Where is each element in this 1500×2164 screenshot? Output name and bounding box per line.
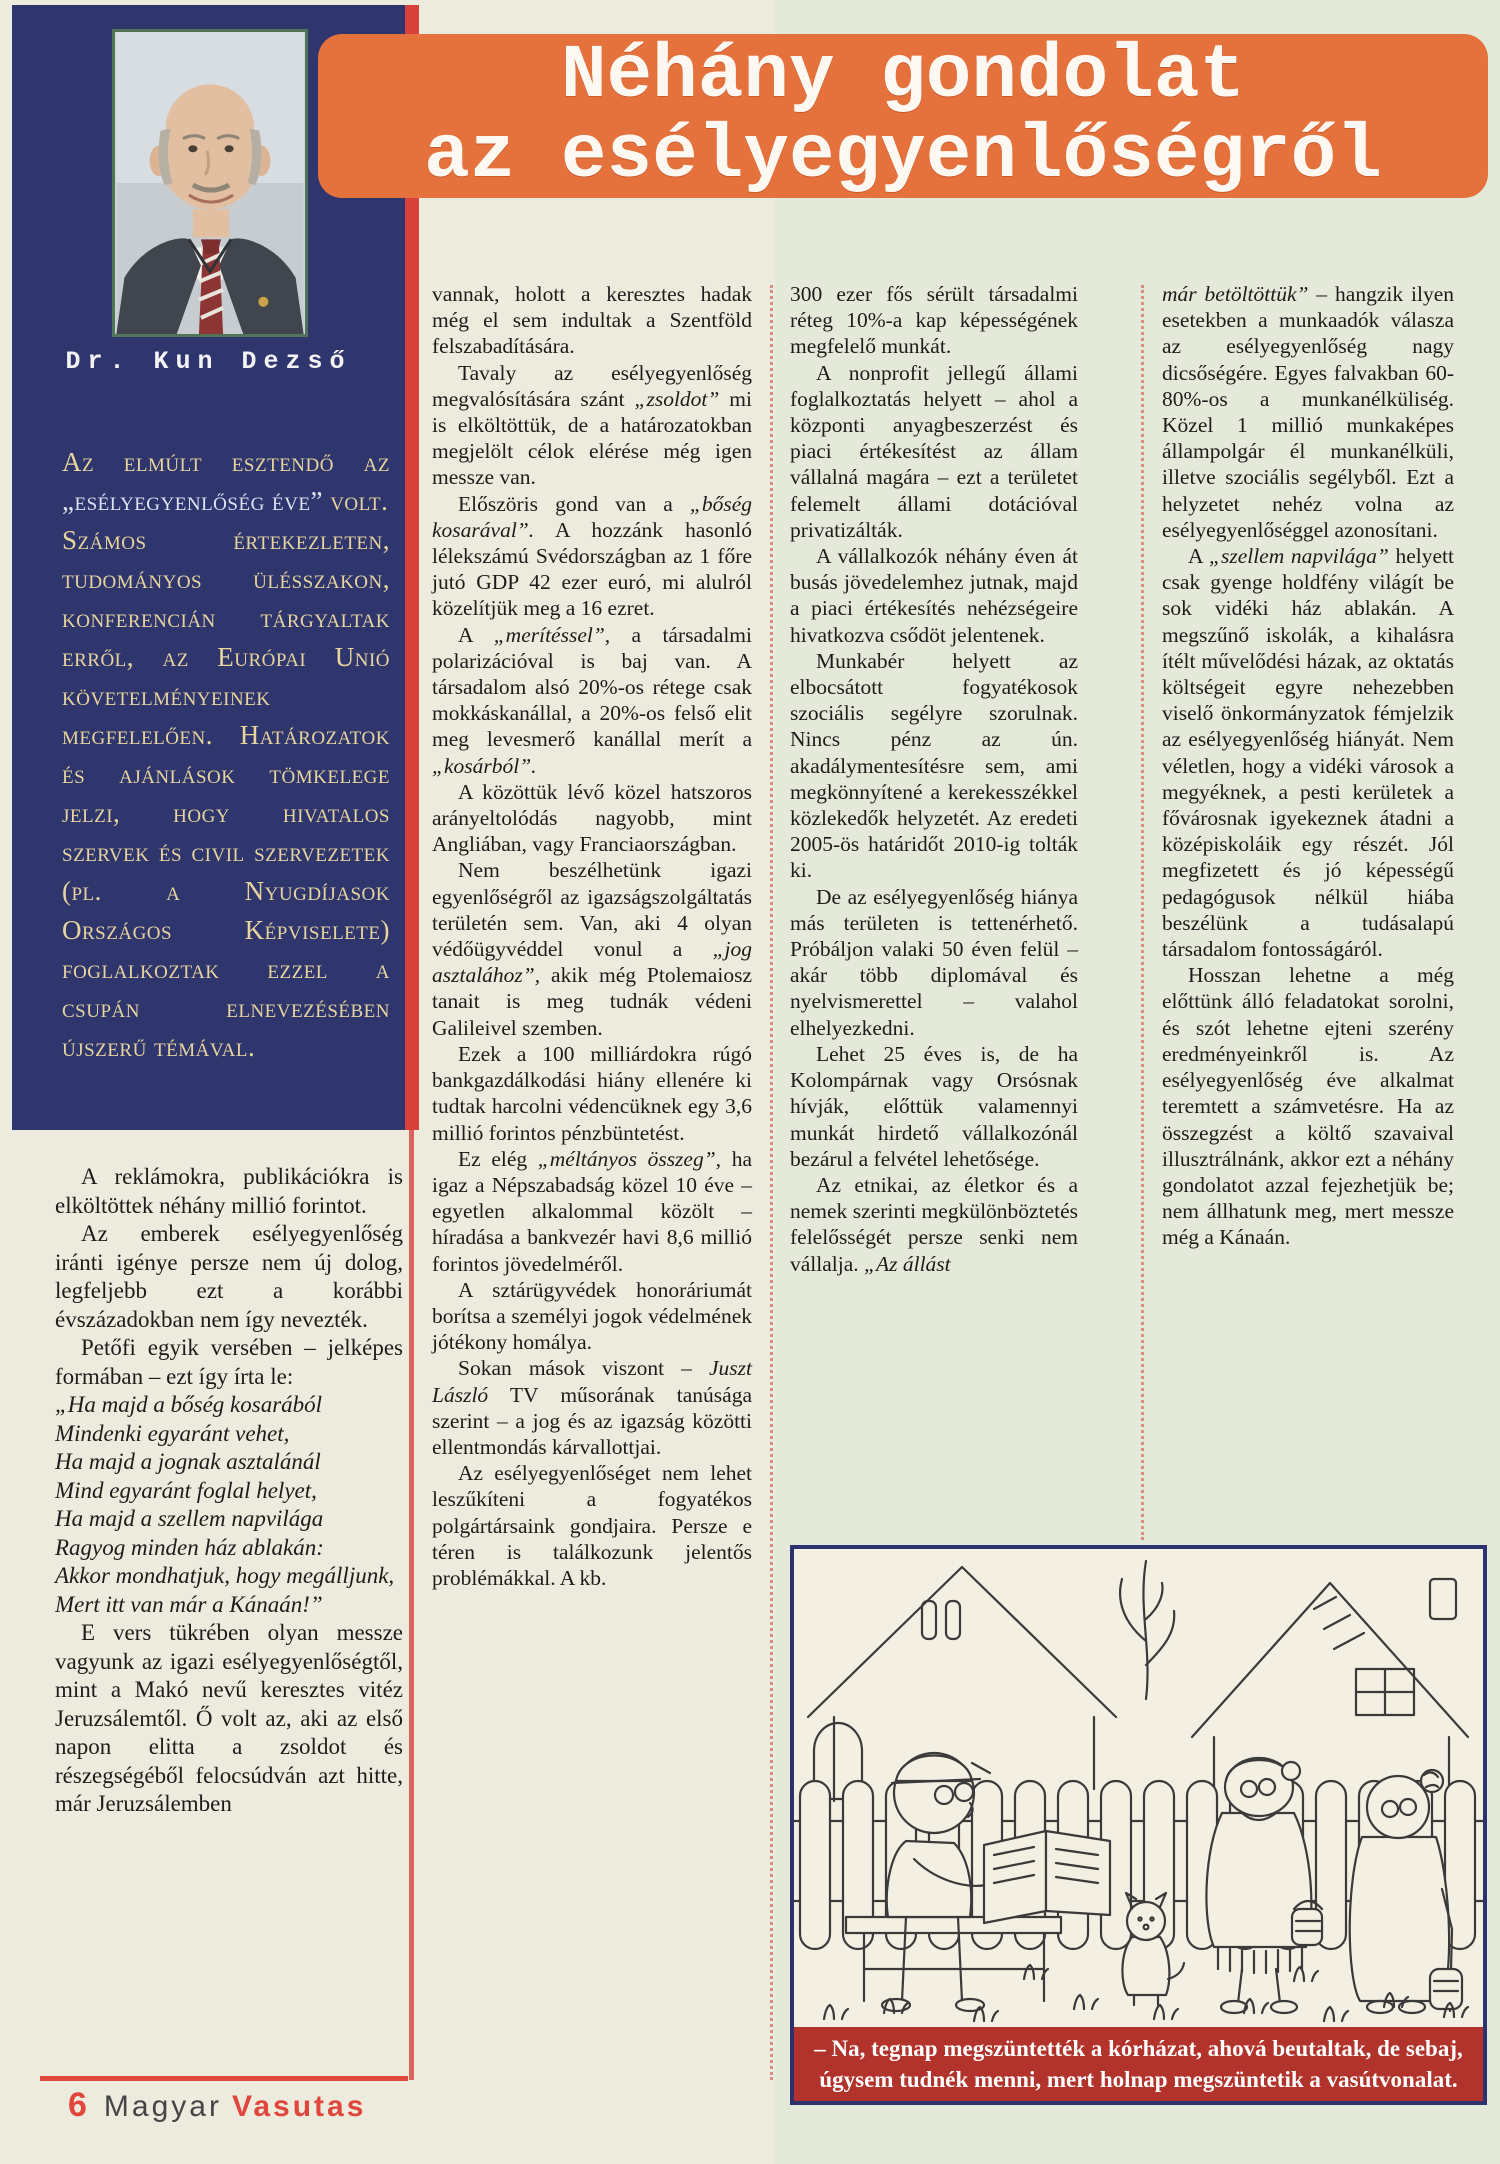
cartoon-caption-line2: úgysem tudnék menni, mert holnap megszüntetik a vasútvonalat. [819, 2067, 1458, 2092]
article-title-line2: az esélyegyenlőségről [424, 113, 1382, 199]
cartoon-figure [790, 1545, 1487, 2105]
cartoon-caption-line1: – Na, tegnap megszüntették a kórházat, ahová beutaltak, de sebaj, [814, 2036, 1463, 2061]
cartoon-woman-center [1206, 1758, 1322, 2013]
magazine-name-word1: Magyar [103, 2090, 222, 2123]
column-separator-2 [1141, 285, 1144, 1540]
cartoon-caption [794, 2027, 1483, 2101]
article-column-4: már betöltöttük” – hangzik ilyen esetekben a munkaadók válasza az esélyegyenlőség nagy dicsőségére. Egyes falvakban 60-80%-os a munkanélküliség. Közel 1 millió munkaképes állampolgár él munkanélküli, illetve szociális segélyből. Ezt a helyzetet nehéz volna az esélyegyenlőséggel azonosítani. A „szellem napvilága” helyett csak gyenge holdfény világít be sok vidéki ház ablakán. A megszűnő iskolák, a kihalásra ítélt művelődési házak, az oktatás költségeit egyre nehezebben viselő önkormányzatok fémjelzik az esélyegyenlőség hiányát. Nem véletlen, hogy a vidéki városok a megyéknek, a pesti kerületek a fővárosnak igyekeznek átadni a középiskoláik egy részét. Jól megfizetett és jó képességű pedagógusok nélkül hiába beszélünk a tudásalapú társadalom fontosságáról. Hosszan lehetne a még előttünk álló feladatokat sorolni, és szót lehetne ejteni szerény eredményeinkről is. Az esélyegyenlőség éve alkalmat teremtett a számvetésre. Ha az összegzést a költő szavaival illusztrálnánk, akkor ezt a néhány gondolatot azzal fejezhetjük be; nem állhatunk meg, mert messze még a Kánaán. [1162, 282, 1454, 1250]
article-column-2: vannak, holott a keresztes hadak még el sem indultak a Szentföld felszabadítására. Tavaly az esélyegyenlőség megvalósítására szánt „zsoldot” mi is elköltöttük, de a határozatokban megjelölt célok elérése még igen messze van. Előszöris gond van a „bőség kosarával”. A hozzánk hasonló lélekszámú Svédországban az 1 főre jutó GDP 42 ezer euró, mi alulról közelítjük meg a 16 ezret. A „merítéssel”, a társadalmi polarizációval is baj van. A társadalom alsó 20%-os rétege csak mokkáskanállal, a 20%-os felső elit meg levesmerő kanállal merít a „kosárból”. A közöttük lévő közel hatszoros arányeltolódás nagyobb, mint Angliában, vagy Franciaországban. Nem beszélhetünk igazi egyenlőségről az igazságszolgáltatás területén sem. Van, aki 4 olyan védőügyvéddel vonul a „jog asztalához”, akik még Ptolemaiosz tanait is meg tudnák védeni Galileivel szemben. Ezek a 100 milliárdokra rúgó bankgazdálkodási hiány ellenére ki tudtak harcolni védencüknek egy 3,6 millió forintos pénzbüntetést. Ez elég „méltányos összeg”, ha igaz a Népszabadság közel 10 éve – egyetlen alkalommal közölt – híradása a bankvezér havi 8,6 millió forintos jövedelméről. A sztárügyvédek honoráriumát borítsa a személyi jogok védelmének jótékony homálya. Sokan mások viszont – Juszt László TV műsorának tanúsága szerint – a jog és az igazság közötti ellentmondás kárvallottjai. Az esélyegyenlőséget nem lehet leszűkíteni a fogyatékos polgártársaink gondjaira. Persze e téren is találkozunk jelentős problémákkal. A kb. [432, 282, 753, 1590]
divider-stripe-thin [409, 1130, 414, 2080]
page-footer [68, 2086, 366, 2125]
article-title-banner [318, 34, 1488, 198]
author-photo [112, 29, 308, 337]
author-portrait-graphic [115, 32, 305, 334]
article-column-3: 300 ezer fős sérült társadalmi réteg 10%-a kap képességének megfelelő munkát. A nonprofit jellegű állami foglalkoztatás helyett – ahol a központi anyagbeszerzést és piaci értékesítést az állam vállalná magára – ezt a területet felemelt állami dotációval privatizálták. A vállalkozók néhány éven át busás jövedelemhez jutnak, majd a piaci értékesítés nehézségeire hivatkozva csődöt jelentenek. Munkabér helyett az elbocsátott fogyatékosok szociális segélyre szorulnak. Nincs pénz az ún. akadálymentesítésre sem, ami megkönnyítené a kerekesszékkel közlekedők helyzetét. Az eredeti 2005-ös határidőt 2010-ig tolták ki. De az esélyegyenlőség hiánya más területen is tettenérhető. Próbáljon valaki 50 éven felül – akár több diplomával és nyelvismerettel – valahol elhelyezkedni. Lehet 25 éves is, de ha Kolompárnak vagy Orsósnak hívják, előttük valamennyi munkát hirdető vállalkozónál bezárul a felvétel lehetősége. Az etnikai, az életkor és a nemek szerinti megkülönböztetés felelősségét persze senki nem vállalja. „Az állást [790, 282, 1078, 1276]
article-title-line1: Néhány gondolat [560, 33, 1246, 119]
footer-rule [40, 2076, 408, 2081]
page-number: 6 [68, 2086, 90, 2124]
cartoon-illustration [794, 1549, 1483, 2027]
magazine-name-word2: Vasutas [231, 2090, 367, 2123]
article-lead: Az elmúlt esztendő az „esélyegyenlőség éve” volt. Számos értekezleten, tudományos ülésszakon, konferencián tárgyaltak erről, az Európai Unió követelményeinek megfelelően. Határozatok és ajánlások tömkelege jelzi, hogy hivatalos szervek és civil szervezetek (pl. a Nyugdíjasok Országos Képviselete) foglalkoztak ezzel a csupán elnevezésében újszerű témával. [62, 447, 390, 1062]
author-name: Dr. Kun Dezső [65, 347, 352, 376]
article-column-1: A reklámokra, publikációkra is elköltöttek néhány millió forintot. Az emberek esélyegyenlőség iránti igénye persze nem új dolog, legfeljebb ezt a korábbi évszázadokban nem így nevezték. Petőfi egyik versében – jelképes formában – ezt így írta le: „Ha majd a bőség kosarából Mindenki egyaránt vehet, Ha majd a jognak asztalánál Mind egyaránt foglal helyet, Ha majd a szellem napvilága Ragyog minden ház ablakán: Akkor mondhatjuk, hogy megálljunk, Mert itt van már a Kánaán!” E vers tükrében olyan messze vagyunk az igazi esélyegyenlőségtől, mint a Makó nevű keresztes vitéz Jeruzsálemtől. Ő volt az, aki az első napon elitta a zsoldot és részegségéből felocsúdván azt hitte, már Jeruzsálemben [55, 1164, 403, 1816]
column-separator-1 [770, 285, 773, 2080]
